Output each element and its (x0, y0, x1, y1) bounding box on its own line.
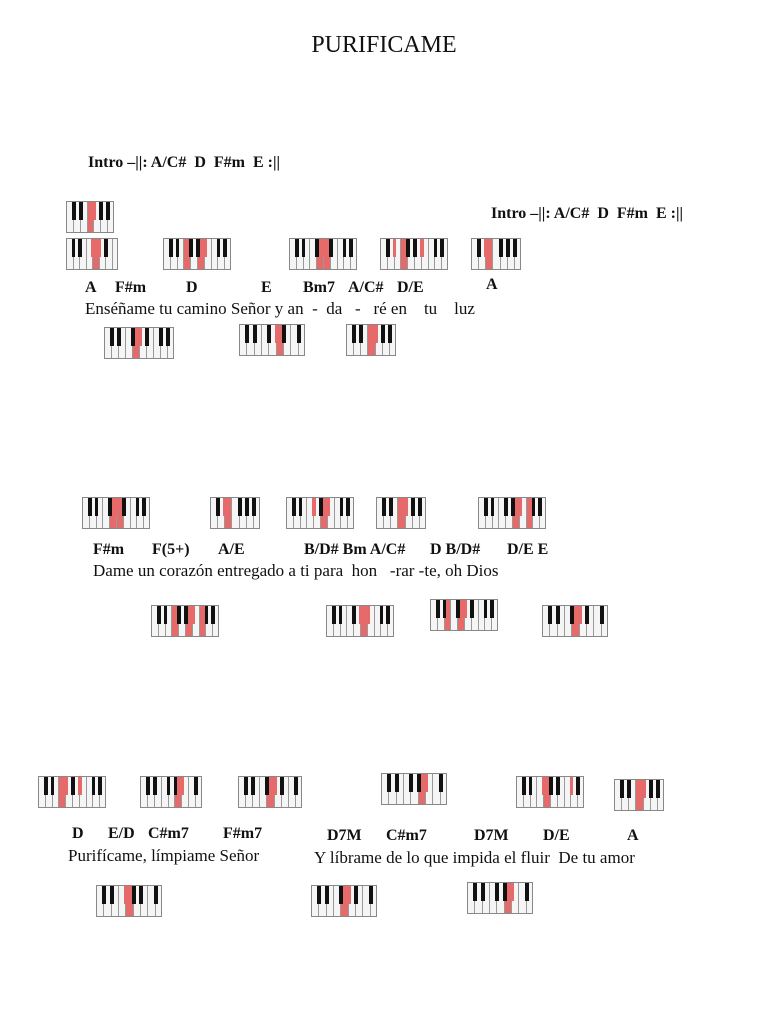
lyrics-line: Dame un corazón entregado a ti para hon -rar -te, oh Dios (93, 561, 499, 580)
black-key (166, 328, 170, 346)
black-key (339, 886, 343, 904)
black-key (194, 777, 198, 795)
keyboard-diagram (289, 238, 357, 270)
black-key (302, 239, 306, 257)
keyboard-diagram (238, 776, 302, 808)
black-key (78, 239, 82, 257)
black-key (146, 777, 150, 795)
black-key (169, 239, 173, 257)
black-key (532, 498, 536, 516)
keyboard-diagram (66, 238, 118, 270)
black-key (382, 498, 386, 516)
chord: E (261, 279, 272, 296)
black-key (542, 777, 546, 795)
black-key (154, 886, 158, 904)
black-key (463, 600, 467, 618)
black-key (167, 777, 171, 795)
keyboard-diagram (346, 324, 396, 356)
keyboard-diagram (614, 779, 664, 811)
keyboard-diagram (311, 885, 377, 917)
black-key (343, 239, 347, 257)
black-key (325, 886, 329, 904)
chord: F#m (93, 541, 125, 558)
black-key (456, 600, 460, 618)
black-key (332, 606, 336, 624)
chord: A (627, 827, 639, 844)
black-key (420, 239, 424, 257)
keyboard-diagram (140, 776, 202, 808)
black-key (294, 777, 298, 795)
black-key (506, 239, 510, 257)
black-key (411, 498, 415, 516)
black-key (139, 886, 143, 904)
black-key (352, 325, 356, 343)
keyboard-diagram (467, 882, 533, 914)
song-title: PURIFICAME (311, 32, 457, 58)
black-key (434, 239, 438, 257)
black-key (576, 777, 580, 795)
intro-line-repeat: Intro –||: A/C# D F#m E :|| (491, 205, 684, 222)
black-key (177, 606, 181, 624)
black-key (389, 498, 393, 516)
black-key (157, 606, 161, 624)
black-key (409, 774, 413, 792)
black-key (436, 600, 440, 618)
black-key (51, 777, 55, 795)
chord: D/E (397, 279, 424, 296)
black-key (275, 325, 279, 343)
keyboard-diagram (478, 497, 546, 529)
black-key (369, 886, 373, 904)
black-key (352, 606, 356, 624)
black-key (319, 498, 323, 516)
black-key (359, 325, 363, 343)
black-key (110, 886, 114, 904)
black-key (484, 498, 488, 516)
black-key (570, 777, 574, 795)
black-key (138, 328, 142, 346)
black-key (481, 883, 485, 901)
keyboard-diagram (376, 497, 426, 529)
keyboard-diagram (381, 773, 447, 805)
black-key (245, 325, 249, 343)
black-key (393, 239, 397, 257)
black-key (347, 886, 351, 904)
black-key (108, 498, 112, 516)
keyboard-diagram (66, 201, 114, 233)
black-key (184, 606, 188, 624)
chord: A (486, 276, 498, 293)
black-key (252, 498, 256, 516)
black-key (443, 600, 447, 618)
chord: Bm7 (303, 279, 335, 296)
black-key (366, 606, 370, 624)
black-key (251, 777, 255, 795)
black-key (124, 886, 128, 904)
chord: D (186, 279, 198, 296)
black-key (525, 883, 529, 901)
chord: C#m7 (386, 827, 427, 844)
black-key (413, 239, 417, 257)
black-key (280, 777, 284, 795)
black-key (265, 777, 269, 795)
chord: D7M (474, 827, 509, 844)
black-key (470, 600, 474, 618)
black-key (346, 498, 350, 516)
black-key (164, 606, 168, 624)
lyrics-line: Purifícame, límpiame Señor (68, 846, 260, 865)
black-key (484, 600, 488, 618)
chord: A/C# (348, 279, 384, 296)
black-key (110, 328, 114, 346)
black-key (191, 606, 195, 624)
black-key (72, 239, 76, 257)
black-key (122, 498, 126, 516)
black-key (104, 239, 108, 257)
black-key (245, 498, 249, 516)
black-key (98, 777, 102, 795)
black-key (578, 606, 582, 624)
black-key (136, 498, 140, 516)
chord: F#m7 (223, 825, 263, 842)
black-key (102, 886, 106, 904)
keyboard-diagram (82, 497, 150, 529)
keyboard-diagram (430, 599, 498, 631)
keyboard-diagram (542, 605, 608, 637)
chord: B/D# Bm A/C# (304, 541, 406, 558)
black-key (490, 600, 494, 618)
black-key (473, 883, 477, 901)
black-key (513, 239, 517, 257)
keyboard-diagram (104, 327, 174, 359)
black-key (106, 202, 110, 220)
black-key (354, 886, 358, 904)
black-key (484, 239, 488, 257)
black-key (267, 325, 271, 343)
black-key (312, 498, 316, 516)
keyboard-diagram (96, 885, 162, 917)
keyboard-diagram (151, 605, 219, 637)
lyrics-line: Enséñame tu camino Señor y an - da - ré en tu luz (85, 299, 475, 318)
black-key (131, 328, 135, 346)
black-key (174, 777, 178, 795)
keyboard-diagram (163, 238, 231, 270)
black-key (64, 777, 68, 795)
black-key (99, 202, 103, 220)
black-key (159, 328, 163, 346)
black-key (297, 325, 301, 343)
black-key (299, 498, 303, 516)
keyboard-diagram (38, 776, 106, 808)
black-key (522, 777, 526, 795)
black-key (79, 202, 83, 220)
chord: D/E E (507, 541, 549, 558)
black-key (78, 777, 82, 795)
chord: D (72, 825, 84, 842)
black-key (511, 498, 515, 516)
black-key (349, 239, 353, 257)
black-key (88, 498, 92, 516)
black-key (388, 325, 392, 343)
black-key (244, 777, 248, 795)
black-key (273, 777, 277, 795)
keyboard-diagram (380, 238, 448, 270)
black-key (440, 239, 444, 257)
black-key (295, 239, 299, 257)
black-key (189, 239, 193, 257)
white-key (113, 239, 119, 269)
black-key (620, 780, 624, 798)
black-key (340, 498, 344, 516)
black-key (253, 325, 257, 343)
black-key (216, 498, 220, 516)
black-key (477, 239, 481, 257)
black-key (238, 498, 242, 516)
black-key (223, 498, 227, 516)
black-key (418, 498, 422, 516)
lyrics-line: Y líbrame de lo que impida el fluir De tu amor (314, 848, 635, 867)
black-key (72, 202, 76, 220)
black-key (142, 498, 146, 516)
black-key (495, 883, 499, 901)
black-key (491, 498, 495, 516)
black-key (359, 606, 363, 624)
black-key (439, 774, 443, 792)
black-key (326, 498, 330, 516)
black-key (180, 777, 184, 795)
keyboard-diagram (471, 238, 521, 270)
black-key (404, 498, 408, 516)
chord: D7M (327, 827, 362, 844)
black-key (211, 606, 215, 624)
chord: F(5+) (152, 541, 190, 558)
keyboard-diagram (210, 497, 260, 529)
black-key (649, 780, 653, 798)
black-key (642, 780, 646, 798)
keyboard-diagram (239, 324, 305, 356)
black-key (656, 780, 660, 798)
black-key (223, 239, 227, 257)
black-key (145, 328, 149, 346)
chord: D B/D# (430, 541, 481, 558)
black-key (329, 239, 333, 257)
black-key (71, 777, 75, 795)
black-key (98, 239, 102, 257)
keyboard-diagram (286, 497, 354, 529)
black-key (95, 498, 99, 516)
black-key (499, 239, 503, 257)
black-key (518, 498, 522, 516)
black-key (217, 239, 221, 257)
black-key (339, 606, 343, 624)
keyboard-diagram (516, 776, 584, 808)
black-key (115, 498, 119, 516)
black-key (386, 606, 390, 624)
black-key (585, 606, 589, 624)
black-key (600, 606, 604, 624)
keyboard-diagram (326, 605, 394, 637)
black-key (570, 606, 574, 624)
black-key (504, 498, 508, 516)
black-key (92, 777, 96, 795)
black-key (406, 239, 410, 257)
black-key (176, 239, 180, 257)
black-key (510, 883, 514, 901)
black-key (503, 883, 507, 901)
black-key (315, 239, 319, 257)
black-key (538, 498, 542, 516)
black-key (205, 606, 209, 624)
black-key (395, 774, 399, 792)
black-key (203, 239, 207, 257)
black-key (44, 777, 48, 795)
black-key (417, 774, 421, 792)
chord: E/D (108, 825, 135, 842)
black-key (424, 774, 428, 792)
chord: A (85, 279, 97, 296)
black-key (292, 498, 296, 516)
black-key (132, 886, 136, 904)
black-key (380, 606, 384, 624)
black-key (627, 780, 631, 798)
black-key (529, 777, 533, 795)
chord: A/E (218, 541, 245, 558)
intro-line: Intro –||: A/C# D F#m E :|| (88, 154, 281, 171)
black-key (317, 886, 321, 904)
black-key (381, 325, 385, 343)
chord: F#m (115, 279, 147, 296)
black-key (387, 774, 391, 792)
black-key (282, 325, 286, 343)
black-key (117, 328, 121, 346)
black-key (153, 777, 157, 795)
black-key (91, 239, 95, 257)
black-key (374, 325, 378, 343)
black-key (322, 239, 326, 257)
black-key (549, 777, 553, 795)
black-key (386, 239, 390, 257)
chord: C#m7 (148, 825, 189, 842)
black-key (556, 777, 560, 795)
chord: D/E (543, 827, 570, 844)
black-key (196, 239, 200, 257)
black-key (548, 606, 552, 624)
black-key (556, 606, 560, 624)
black-key (93, 202, 97, 220)
